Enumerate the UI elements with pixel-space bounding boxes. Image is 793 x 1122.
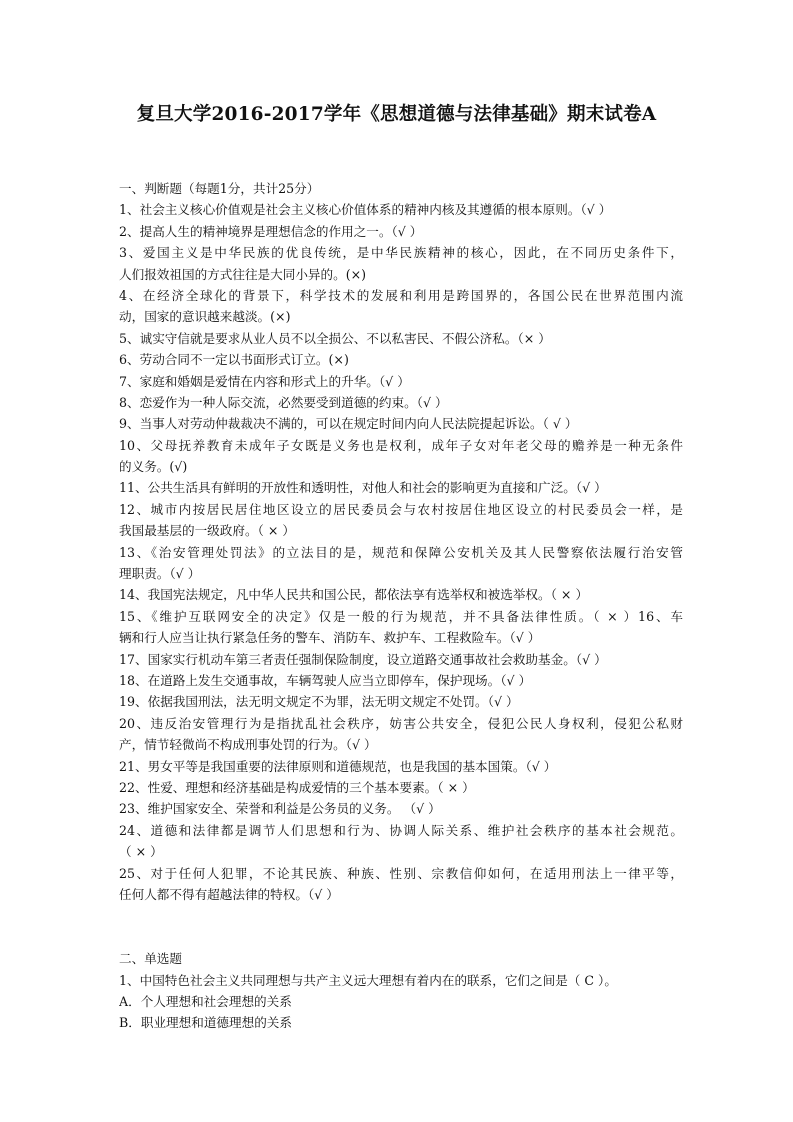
question-line: 7、家庭和婚姻是爱情在内容和形式上的升华。（√ ） (119, 373, 410, 389)
section-heading-true-false: 一、判断题（每题1分，共计25分） (119, 181, 320, 196)
question-line: 13、《治安管理处罚法》的立法目的是，规范和保障公安机关及其人民警察依法履行治安管 (119, 544, 683, 560)
document-title: 复旦大学2016-2017学年《思想道德与法律基础》期末试卷A (136, 104, 657, 125)
question-line: 12、城市内按居民居住地区设立的居民委员会与农村按居住地区设立的村民委员会一样，是 (119, 501, 683, 517)
question-line: 辆和行人应当让执行紧急任务的警车、消防车、救护车、工程救险车。（√ ） (119, 630, 541, 646)
question-line: 2、提高人生的精神境界是理想信念的作用之一。（√ ） (119, 223, 423, 239)
section-spacer (119, 905, 683, 948)
section-heading-single-choice: 二、单选题 (119, 951, 182, 967)
question-line: 11、公共生活具有鲜明的开放性和透明性，对他人和社会的影响更为直接和广泛。（√ ） (119, 480, 607, 496)
answer-option: B．职业理想和道德理想的关系 (119, 1015, 292, 1031)
question-line: 14、我国宪法规定，凡中华人民共和国公民，都依法享有选举权和被选举权。（ × ） (119, 587, 589, 603)
question-line: （ × ） (119, 844, 163, 860)
question-line: 22、性爱、理想和经济基础是构成爱情的三个基本要素。（ × ） (119, 779, 475, 795)
question-line: 15、《维护互联网安全的决定》仅是一般的行为规范，并不具备法律性质。（ × ）16、车 (119, 608, 683, 624)
question-line: 24、道德和法律都是调节人们思想和行为、协调人际关系、维护社会秩序的基本社会规范。 (119, 822, 683, 838)
question-line: 产，情节轻微尚不构成刑事处罚的行为。（√ ） (119, 737, 377, 753)
question-line: 人们报效祖国的方式往往是大同小异的。(×) (119, 266, 367, 282)
question-line: 9、当事人对劳动仲裁裁决不满的，可以在规定时间内向人民法院提起诉讼。（ √ ） (119, 416, 578, 432)
question-line: 4、在经济全球化的背景下，科学技术的发展和利用是跨国界的，各国公民在世界范围内流 (119, 287, 683, 303)
question-line: 我国最基层的一级政府。（ × ） (119, 523, 295, 539)
question-line: 25、对于任何人犯罪，不论其民族、种族、性别、宗教信仰如何，在适用刑法上一律平等， (119, 865, 683, 881)
question-line: 理职责。（√ ） (119, 566, 201, 582)
answer-option: A．个人理想和社会理想的关系 (119, 994, 292, 1010)
question-line: 5、诚实守信就是要求从业人员不以全损公、不以私害民、不假公济私。（× ） (119, 330, 551, 346)
question-line: 3、爱国主义是中华民族的优良传统，是中华民族精神的核心，因此，在不同历史条件下， (119, 245, 683, 261)
question-line: 6、劳动合同不一定以书面形式订立。(×) (119, 352, 349, 368)
question-line: 23、维护国家安全、荣誉和利益是公务员的义务。 （√ ） (119, 801, 441, 817)
question-line: 的义务。(√) (119, 459, 188, 475)
question-line: 10、父母抚养教育未成年子女既是义务也是权利，成年子女对年老父母的赡养是一种无条件 (119, 437, 683, 453)
question-line: 1、社会主义核心价值观是社会主义核心价值体系的精神内核及其遵循的根本原则。（√ ） (119, 202, 612, 218)
exam-content (119, 178, 683, 1034)
question-line: 21、男女平等是我国重要的法律原则和道德规范，也是我国的基本国策。（√ ） (119, 758, 557, 774)
question-line: 1、中国特色社会主义共同理想与共产主义远大理想有着内在的联系，它们之间是（ C ）。 (119, 972, 617, 988)
question-line: 18、在道路上发生交通事故，车辆驾驶人应当立即停车，保护现场。（√ ） (119, 672, 532, 688)
question-line: 动，国家的意识越来越淡。(×) (119, 309, 291, 325)
question-line: 19、依据我国刑法，法无明文规定不为罪，法无明文规定不处罚。（√ ） (119, 694, 519, 710)
question-line: 8、恋爱作为一种人际交流，必然要受到道德的约束。（√ ） (119, 394, 448, 410)
question-line: 20、违反治安管理行为是指扰乱社会秩序，妨害公共安全，侵犯公民人身权利，侵犯公私财 (119, 715, 683, 731)
question-line: 17、国家实行机动车第三者责任强制保险制度，设立道路交通事故社会救助基金。（√ ） (119, 651, 607, 667)
question-line: 任何人都不得有超越法律的特权。（√ ） (119, 886, 339, 902)
